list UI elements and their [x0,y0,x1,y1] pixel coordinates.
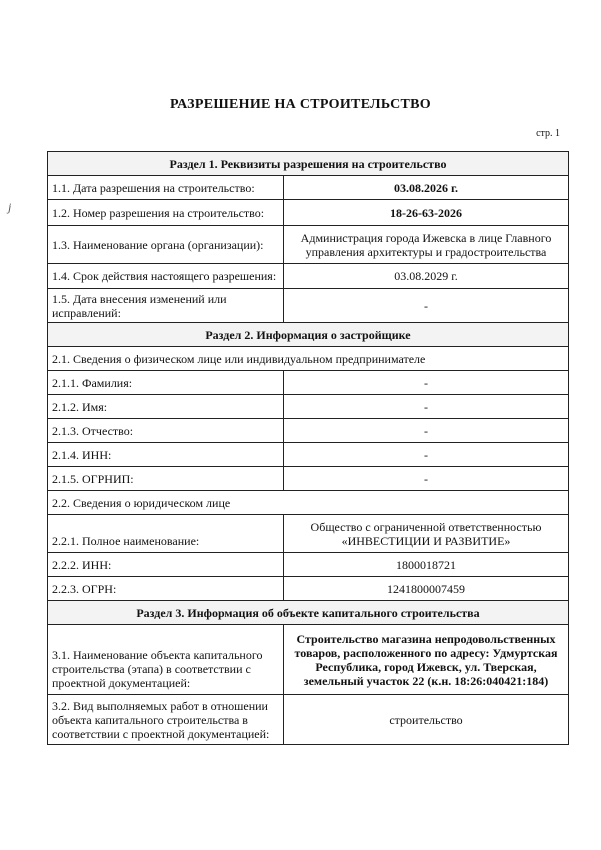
table-row [48,553,569,577]
table-row [48,371,569,395]
ogrn-value: 1241800007459 [284,577,569,601]
ogrnip-value: - [284,467,569,491]
individual-subheader: 2.1. Сведения о физическом лице или индивидуальном предпринимателе [48,347,569,371]
legal-inn-value: 1800018721 [284,553,569,577]
table-row [48,395,569,419]
table-row [48,289,569,323]
table-row [48,491,569,515]
issuing-authority-label: 1.3. Наименование органа (организации): [48,226,284,264]
amendment-date-label: 1.5. Дата внесения изменений или исправлений: [48,289,284,323]
table-row [48,226,569,264]
table-row [48,347,569,371]
section-2-header-row [48,323,569,347]
amendment-date-value: - [284,289,569,323]
full-name-label: 2.2.1. Полное наименование: [48,515,284,553]
table-row [48,577,569,601]
legal-inn-label: 2.2.2. ИНН: [48,553,284,577]
section-3-header-row [48,601,569,625]
surname-label: 2.1.1. Фамилия: [48,371,284,395]
table-row [48,200,569,226]
work-type-label: 3.2. Вид выполняемых работ в отношении объекта капитального строительства в соответствии с проектной документацией: [48,695,284,745]
first-name-label: 2.1.2. Имя: [48,395,284,419]
object-name-value: Строительство магазина непродовольственных товаров, расположенного по адресу: Удмуртская Республика, город Ижевск, ул. Тверская, земельный участок 22 (к.н. 18:26:040421:184) [284,625,569,695]
table-row [48,176,569,200]
table-row [48,443,569,467]
patronymic-value: - [284,419,569,443]
scan-mark: j [8,200,12,214]
work-type-value: строительство [284,695,569,745]
first-name-value: - [284,395,569,419]
validity-period-value: 03.08.2029 г. [284,264,569,289]
surname-value: - [284,371,569,395]
table-row [48,625,569,695]
individual-inn-value: - [284,443,569,467]
section-1-header: Раздел 1. Реквизиты разрешения на строительство [48,152,569,176]
table-row [48,419,569,443]
table-row [48,264,569,289]
patronymic-label: 2.1.3. Отчество: [48,419,284,443]
table-row [48,467,569,491]
legal-entity-subheader: 2.2. Сведения о юридическом лице [48,491,569,515]
permit-number-label: 1.2. Номер разрешения на строительство: [48,200,284,226]
page-number: стр. 1 [536,128,560,139]
document-title: РАЗРЕШЕНИЕ НА СТРОИТЕЛЬСТВО [170,97,431,112]
table-row [48,515,569,553]
permit-table [47,151,569,745]
full-name-value: Общество с ограниченной ответственностью «ИНВЕСТИЦИИ И РАЗВИТИЕ» [284,515,569,553]
section-2-header: Раздел 2. Информация о застройщике [48,323,569,347]
section-3-header: Раздел 3. Информация об объекте капитального строительства [48,601,569,625]
permit-date-value: 03.08.2026 г. [284,176,569,200]
permit-date-label: 1.1. Дата разрешения на строительство: [48,176,284,200]
ogrn-label: 2.2.3. ОГРН: [48,577,284,601]
ogrnip-label: 2.1.5. ОГРНИП: [48,467,284,491]
table-row [48,695,569,745]
permit-number-value: 18-26-63-2026 [284,200,569,226]
validity-period-label: 1.4. Срок действия настоящего разрешения: [48,264,284,289]
individual-inn-label: 2.1.4. ИНН: [48,443,284,467]
issuing-authority-value: Администрация города Ижевска в лице Главного управления архитектуры и градостроительства [284,226,569,264]
object-name-label: 3.1. Наименование объекта капитального строительства (этапа) в соответствии с проектной документацией: [48,625,284,695]
section-1-header-row [48,152,569,176]
